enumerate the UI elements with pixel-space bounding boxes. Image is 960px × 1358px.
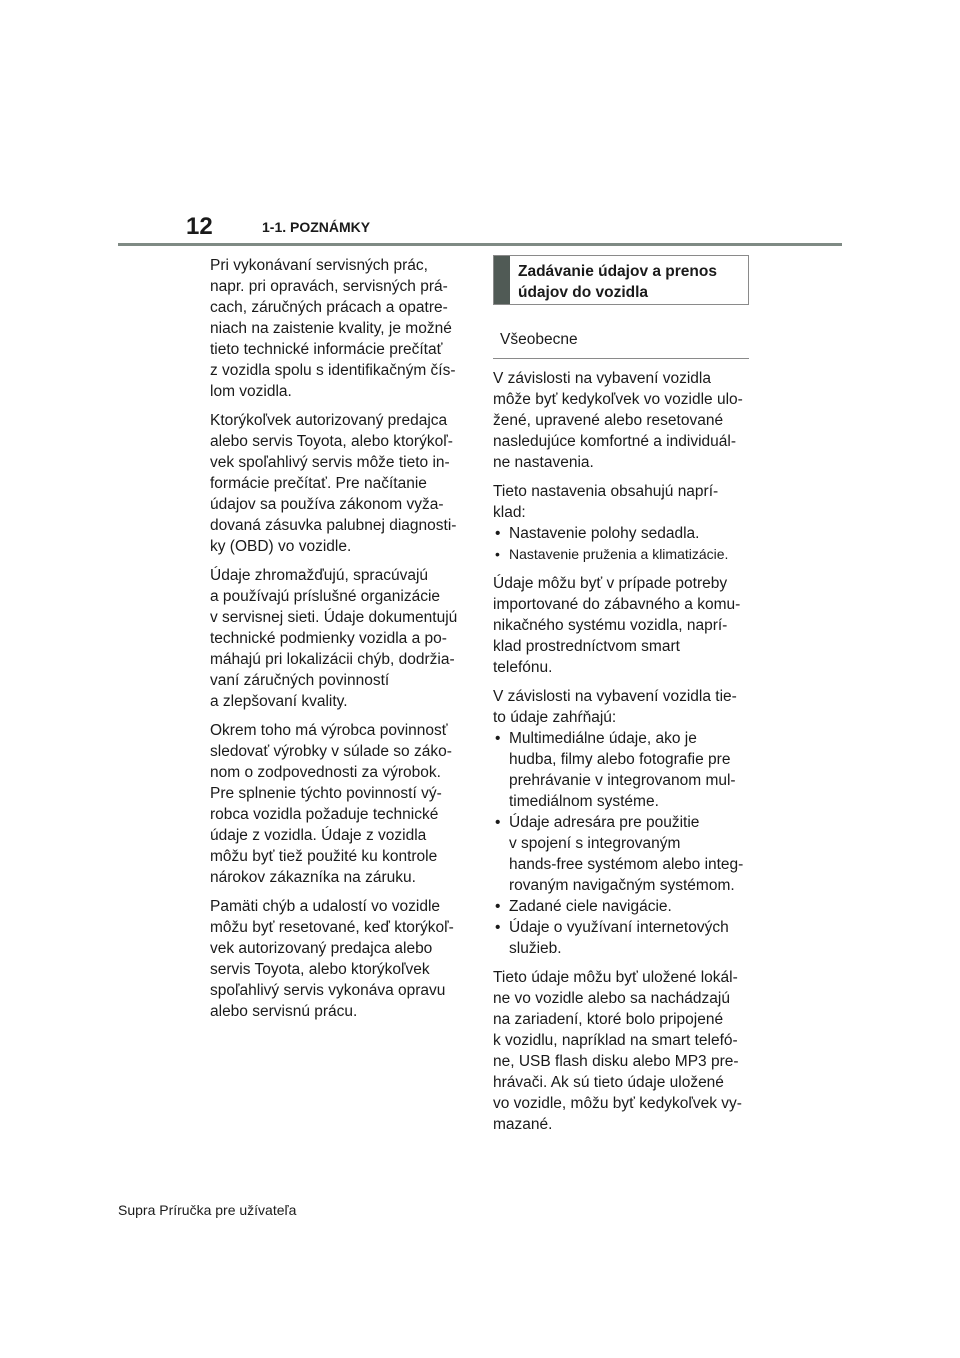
section-heading-box [493, 255, 749, 305]
paragraph: Tieto údaje môžu byť uložené lokál- ne vo vozidle alebo sa nachádzajú na zariadení, ktoré bolo pripojené k vozidlu, napríklad na smart telefó- ne, USB flash disku alebo MP3 pre- hrávači. Ak sú tieto údaje uložené vo vozidle, môžu byť kedykoľvek vy- mazané. [493, 969, 742, 1133]
list-item: • Údaje o využívaní internetových služieb. [493, 917, 753, 959]
paragraph: Ktorýkoľvek autorizovaný predajca alebo servis Toyota, alebo ktorýkoľ- vek spoľahlivý servis môže tieto in- formácie prečítať. Pre načítanie údajov sa používa zákonom vyža- dovaná zásuvka palubnej diagnosti- ky (OBD) vo vozidle. [210, 412, 457, 555]
paragraph: V závislosti na vybavení vozidla môže byť kedykoľvek vo vozidle ulo- žené, upravené alebo resetované nasledujúce komfortné a individuál- ne nastavenia. [493, 370, 743, 471]
section-title: 1-1. POZNÁMKY [262, 219, 371, 235]
heading-accent-bar [494, 256, 510, 304]
left-column [210, 255, 468, 1030]
paragraph: Tieto nastavenia obsahujú naprí- klad: [493, 483, 719, 521]
paragraph: Údaje môžu byť v prípade potreby importované do zábavného a komu- nikačného systému vozidla, naprí- klad prostredníctvom smart telefónu. [493, 575, 741, 676]
paragraph: Údaje zhromažďujú, spracúvajú a používajú príslušné organizácie v servisnej sieti. Údaje dokumentujú technické podmienky vozidla a po- máhajú pri lokalizácii chýb, dodržia- vaní záručných povinností a zlepšovaní kvality. [210, 567, 458, 710]
paragraph: Okrem toho má výrobca povinnosť sledovať výrobky v súlade so záko- nom o zodpovednosti za výrobok. Pre splnenie týchto povinností vý- robca vozidla požaduje technické údaje z vozidla. Údaje z vozidla môžu byť tiež použité ku kontrole nárokov zákazníka na záruku. [210, 722, 452, 886]
list-item: • Nastavenie pruženia a klimatizácie. [493, 544, 753, 565]
list-item: • Nastavenie polohy sedadla. [493, 523, 753, 544]
footer-text: Supra Príručka pre užívateľa [118, 1202, 297, 1218]
list-item: • Multimediálne údaje, ako je hudba, filmy alebo fotografie pre prehrávanie v integrovanom mul- timediálnom systéme. [493, 728, 753, 812]
subheading: Všeobecne [493, 329, 749, 359]
list-item: • Údaje adresára pre použitie v spojení s integrovaným hands-free systémom alebo integ- rovaným navigačným systémom. [493, 812, 753, 896]
right-body [493, 368, 753, 1135]
section-heading: Zadávanie údajov a prenos údajov do vozidla [518, 263, 717, 301]
paragraph: Pamäti chýb a udalostí vo vozidle môžu byť resetované, keď ktorýkoľ- vek autorizovaný predajca alebo servis Toyota, alebo ktorýkoľvek spoľahlivý servis vykonáva opravu alebo servisnú prácu. [210, 898, 454, 1020]
paragraph: V závislosti na vybavení vozidla tie- to údaje zahŕňajú: [493, 688, 737, 726]
page-number: 12 [186, 213, 213, 240]
right-column [493, 255, 753, 1143]
paragraph: Pri vykonávaní servisných prác, napr. pri opravách, servisných prá- cach, záručných prácach a opatre- niach na zaistenie kvality, je možné tieto technické informácie prečítať z vozidla spolu s identifikačným čís- lom vozidla. [210, 257, 456, 400]
header-divider [118, 243, 842, 246]
settings-list [493, 523, 753, 565]
data-types-list [493, 728, 753, 959]
list-item: • Zadané ciele navigácie. [493, 896, 753, 917]
